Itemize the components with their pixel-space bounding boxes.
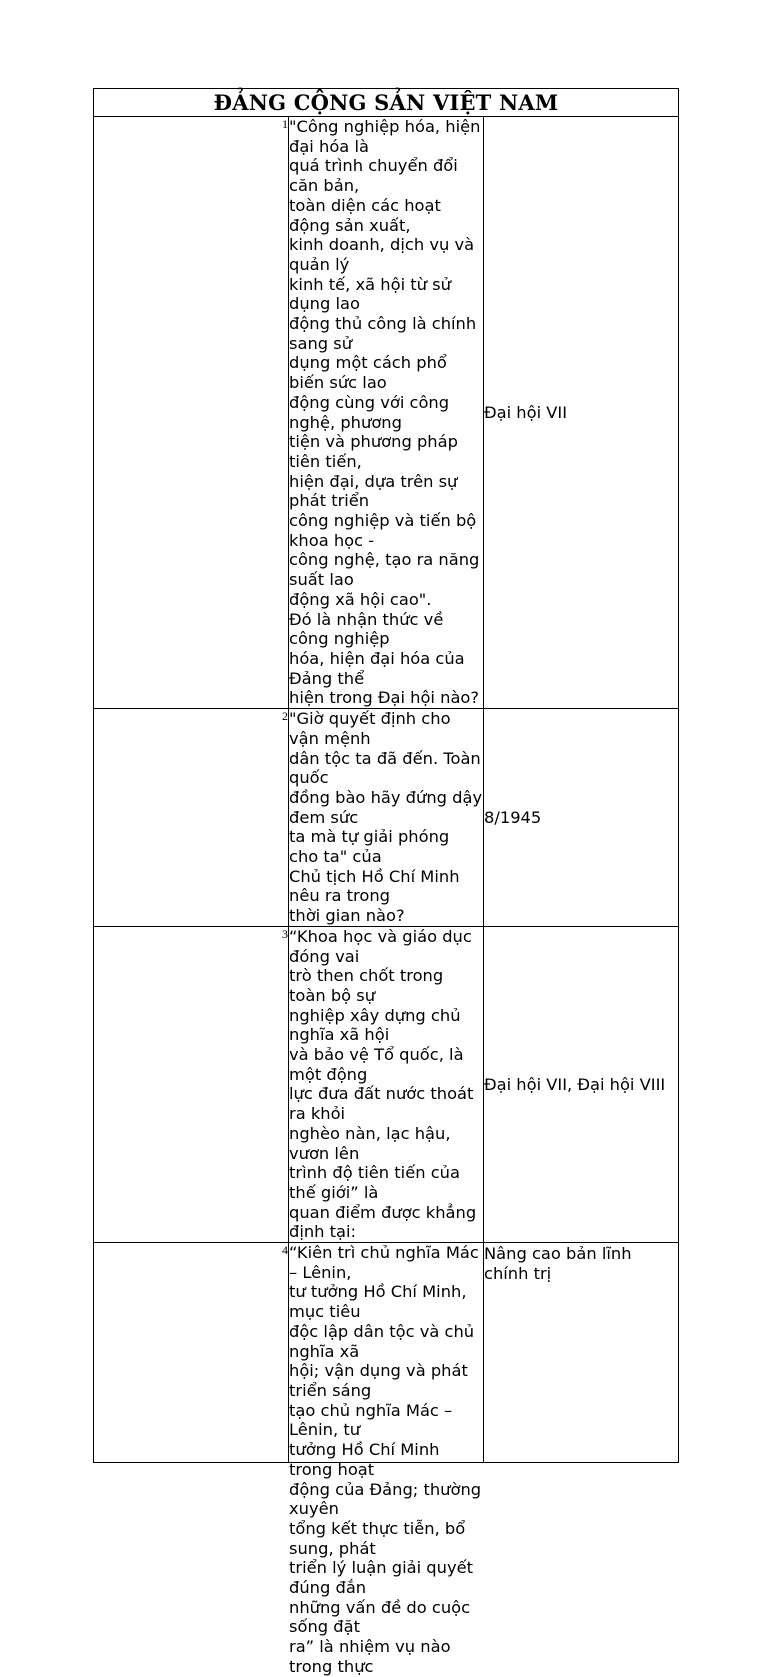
title-row: [94, 89, 679, 117]
answer-cell: [484, 709, 679, 927]
answer-cell: [484, 1243, 679, 1463]
question-text: “Kiên trì chủ nghĩa Mác – Lênin, tư tưởng Hồ Chí Minh, mục tiêu độc lập dân tộc và chủ nghĩa xã hội; vận dụng và phát triển sáng tạo chủ nghĩa Mác – Lênin, tư tưởng Hồ Chí Minh trong hoạt động của Đảng; thường xuyên tổng kết thực tiễn, bổ sung, phát triển lý luận giải quyết đúng đắn những vấn đề do cuộc sống đặt ra” là nhiệm vụ nào trong thực: [289, 1243, 482, 1676]
answer-text: Đại hội VII: [484, 402, 568, 422]
table-row: [94, 709, 679, 927]
question-clip: [289, 1243, 483, 1676]
question-cell: [289, 1243, 484, 1676]
row-number: 3: [94, 926, 289, 1242]
table-row: [94, 1243, 679, 1463]
question-answer-table: [93, 88, 679, 1676]
answer-text: Đại hội VII, Đại hội VIII: [484, 1074, 666, 1094]
question-text: "Công nghiệp hóa, hiện đại hóa là quá trình chuyển đổi căn bản, toàn diện các hoạt động sản xuất, kinh doanh, dịch vụ và quản lý kinh tế, xã hội từ sử dụng lao động thủ công là chính sang sử dụng một cách phổ biến sức lao động cùng với công nghệ, phương tiện và phương pháp tiên tiến, hiện đại, dựa trên sự phát triển công nghiệp và tiến bộ khoa học - công nghệ, tạo ra năng suất lao động xã hội cao". Đó là nhận thức về công nghiệp hóa, hiện đại hóa của Đảng thể hiện trong Đại hội nào?: [289, 117, 481, 708]
answer-text: 8/1945: [484, 807, 542, 827]
answer-cell: [484, 117, 679, 709]
answer-text: Nâng cao bản lĩnh chính trị: [484, 1244, 632, 1283]
row-number: 2: [94, 709, 289, 927]
question-cell: [289, 117, 484, 709]
row-number: 4: [94, 1243, 289, 1463]
document-title: ĐẢNG CỘNG SẢN VIỆT NAM: [94, 89, 679, 117]
question-cell: [289, 709, 484, 927]
question-text: "Giờ quyết định cho vận mệnh dân tộc ta đã đến. Toàn quốc đồng bào hãy đứng dậy đem sức ta mà tự giải phóng cho ta" của Chủ tịch Hồ Chí Minh nêu ra trong thời gian nào?: [289, 709, 483, 926]
question-text: “Khoa học và giáo dục đóng vai trò then chốt trong toàn bộ sự nghiệp xây dựng chủ nghĩa xã hội và bảo vệ Tổ quốc, là một động lực đưa đất nước thoát ra khỏi nghèo nàn, lạc hậu, vươn lên trình độ tiên tiến của thế giới” là quan điểm được khẳng định tại:: [289, 926, 477, 1242]
table-row: [94, 117, 679, 709]
question-cell: [289, 926, 484, 1242]
row-number: 1: [94, 117, 289, 709]
table-row: [94, 926, 679, 1242]
answer-cell: [484, 926, 679, 1242]
